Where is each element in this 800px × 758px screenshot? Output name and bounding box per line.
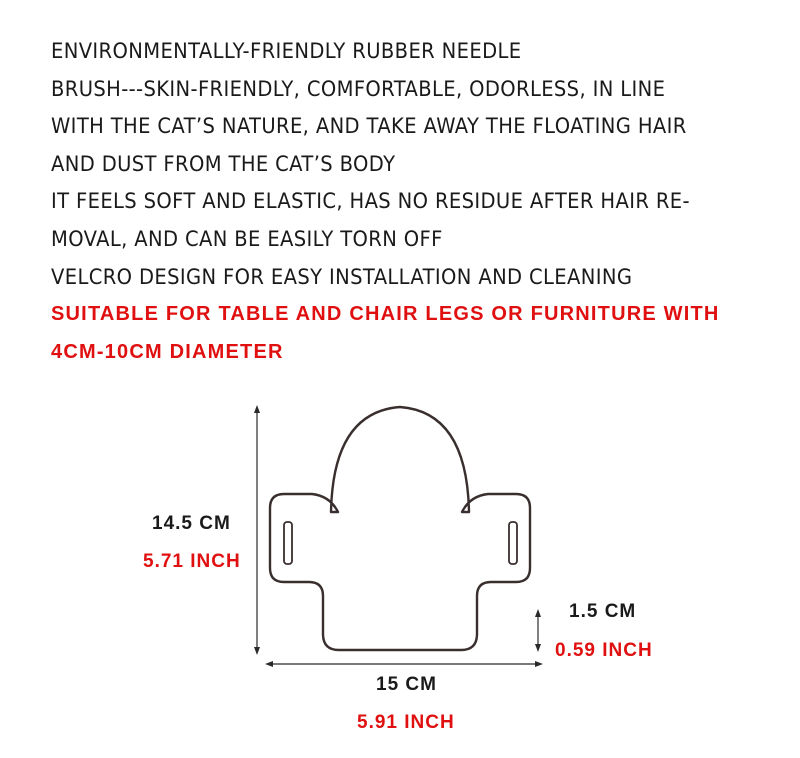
description-line: BRUSH---SKIN-FRIENDLY, COMFORTABLE, ODORLESS, IN LINE (51, 76, 666, 101)
description-line: ENVIRONMENTALLY-FRIENDLY RUBBER NEEDLE (51, 39, 522, 63)
height-inch-label: 5.71 INCH (143, 551, 241, 572)
highlight-line: 4CM-10CM DIAMETER (51, 340, 284, 363)
highlight-line: SUITABLE FOR TABLE AND CHAIR LEGS OR FURNITURE WITH (51, 303, 720, 326)
height-cm-label: 14.5 CM (152, 513, 231, 534)
description-line: IT FEELS SOFT AND ELASTIC, HAS NO RESIDUE AFTER HAIR RE- (51, 189, 690, 214)
description-line: AND DUST FROM THE CAT’S BODY (51, 151, 396, 176)
width-cm-label: 15 CM (376, 674, 437, 695)
width-inch-label: 5.91 INCH (357, 712, 455, 733)
brush-pad-outline (270, 407, 530, 650)
description-line: WITH THE CAT’S NATURE, AND TAKE AWAY THE FLOATING HAIR (51, 114, 687, 139)
thickness-inch-label: 0.59 INCH (555, 640, 653, 661)
thickness-cm-label: 1.5 CM (569, 601, 637, 622)
description-line: VELCRO DESIGN FOR EASY INSTALLATION AND CLEANING (51, 264, 633, 289)
description-line: MOVAL, AND CAN BE EASILY TORN OFF (51, 226, 443, 251)
